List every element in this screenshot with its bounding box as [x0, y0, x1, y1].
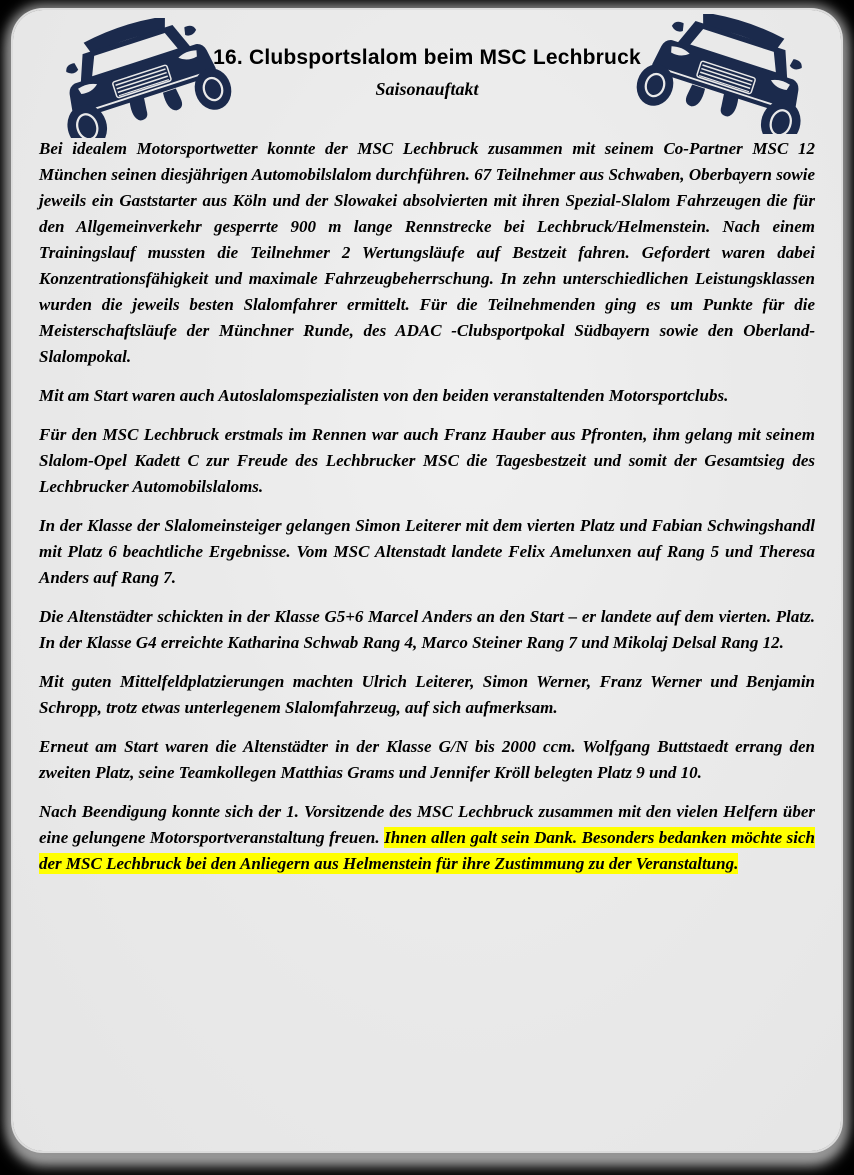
paragraph-text: Mit guten Mittelfeldplatzierungen machten Ulrich Leiterer, Simon Werner, Franz Werner und Benjamin Schropp, trotz etwas unterlegenem Slalomfahrzeug, auf sich aufmerksam.	[39, 672, 815, 717]
page-subtitle: Saisonauftakt	[375, 79, 479, 99]
paragraph	[39, 422, 815, 500]
paragraph-text: Für den MSC Lechbruck erstmals im Rennen war auch Franz Hauber aus Pfronten, ihm gelang mit seinem Slalom-Opel Kadett C zur Freude des Lechbrucker MSC die Tagesbestzeit und somit der Gesamtsieg des Lechbrucker Automobilslaloms.	[39, 425, 815, 496]
paragraph-text: Die Altenstädter schickten in der Klasse G5+6 Marcel Anders an den Start – er landete auf dem vierten. Platz. In der Klasse G4 erreichte Katharina Schwab Rang 4, Marco Steiner Rang 7 und Mikolaj Delsal Rang 12.	[39, 607, 815, 652]
paragraph-text: Bei idealem Motorsportwetter konnte der MSC Lechbruck zusammen mit seinem Co-Partner MSC 12 München seinen diesjährigen Automobilslalom durchführen. 67 Teilnehmer aus Schwaben, Oberbayern sowie jeweils ein Gaststarter aus Köln und der Slowakei absolvierten mit ihren Spezial-Slalom Fahrzeugen die für den Allgemeinverkehr gesperrte 900 m lange Rennstrecke bei Lechbruck/Helmenstein. Nach einem Trainingslauf mussten die Teilnehmer 2 Wertungsläufe auf Bestzeit fahren. Gefordert waren dabei Konzentrationsfähigkeit und maximale Fahrzeugbeherrschung. In zehn unterschiedlichen Leistungsklassen wurden die jeweils besten Slalomfahrer ermittelt. Für die Teilnehmenden ging es um Punkte für die Meisterschaftsläufe der Münchner Runde, des ADAC -Clubsportpokal Südbayern sowie den Oberland-Slalompokal.	[39, 139, 815, 366]
rally-car-icon-mirrored	[620, 14, 835, 134]
paragraph	[39, 604, 815, 656]
paragraph	[39, 136, 815, 370]
rally-car-icon	[33, 18, 248, 138]
paragraph	[39, 383, 815, 409]
article-body	[13, 132, 841, 877]
page-title: 16. Clubsportslalom beim MSC Lechbruck	[213, 46, 641, 69]
paragraph	[39, 799, 815, 877]
header	[13, 10, 841, 132]
paragraph-text: Mit am Start waren auch Autoslalomspezialisten von den beiden veranstaltenden Motorsportclubs.	[39, 386, 729, 405]
paragraph	[39, 669, 815, 721]
paragraph	[39, 734, 815, 786]
highlighted-text: Ihnen allen galt sein Dank. Besonders bedanken möchte sich der MSC Lechbruck bei den Anliegern aus Helmenstein für ihre Zustimmung zu der Veranstaltung.	[39, 828, 815, 873]
paragraph-text: In der Klasse der Slalomeinsteiger gelangen Simon Leiterer mit dem vierten Platz und Fabian Schwingshandl mit Platz 6 beachtliche Ergebnisse. Vom MSC Altenstadt landete Felix Amelunxen auf Rang 5 und Theresa Anders auf Rang 7.	[39, 516, 815, 587]
paragraph-text: Nach Beendigung konnte sich der 1. Vorsitzende des MSC Lechbruck zusammen mit den vielen Helfern über eine gelungene Motorsportveranstaltung freuen.	[39, 802, 815, 847]
paragraph-text: Erneut am Start waren die Altenstädter in der Klasse G/N bis 2000 ccm. Wolfgang Buttstaedt errang den zweiten Platz, seine Teamkollegen Matthias Grams und Jennifer Kröll belegten Platz 9 und 10.	[39, 737, 815, 782]
paragraph	[39, 513, 815, 591]
document-panel	[13, 10, 841, 1151]
